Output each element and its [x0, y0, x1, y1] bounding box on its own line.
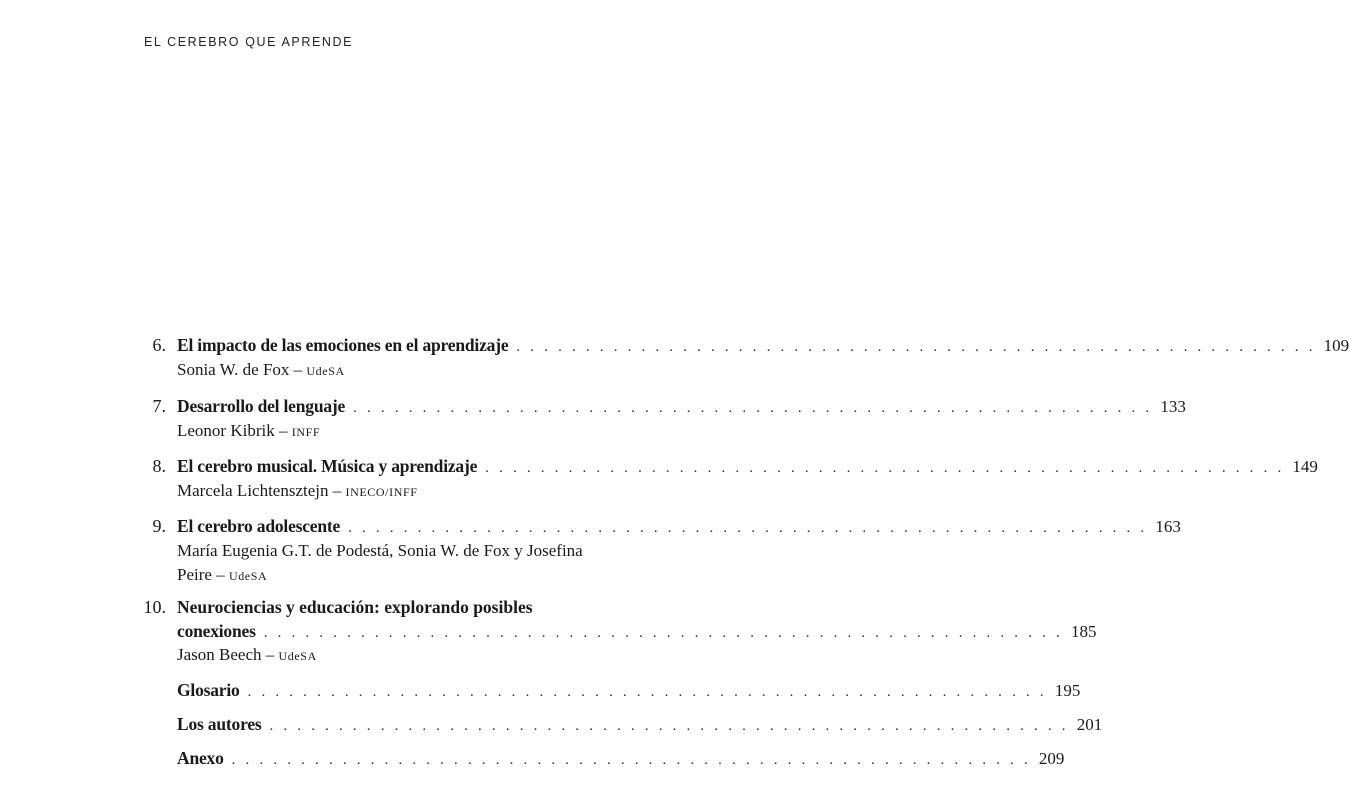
dot-leader: . . . . . . . . . . . . . . . . . . . . . . . . . . . . . . . . . . . . . . . . . . . . . . . . . . . . . . . . . . — [247, 684, 1047, 700]
author-separator: – — [274, 421, 292, 440]
toc-entry — [0, 595, 800, 619]
toc-entry — [0, 394, 1186, 418]
chapter-number: 8. — [152, 456, 166, 476]
page-number: 163 — [1155, 517, 1181, 536]
chapter-number: 6. — [152, 335, 166, 355]
chapter-title: El cerebro adolescente — [177, 516, 341, 536]
toc-leader-line — [177, 678, 1081, 702]
toc-leader-line — [177, 454, 1318, 478]
toc-entry — [0, 514, 1181, 538]
chapter-title-first-line: Neurociencias y educación: explorando posibles — [177, 597, 533, 617]
section-title: Glosario — [177, 680, 240, 700]
author-institution: INFF — [291, 425, 321, 439]
page-number: 109 — [1323, 336, 1349, 355]
chapter-number: 10. — [143, 597, 166, 617]
author-names: Peire — [177, 565, 212, 584]
toc-entry — [0, 712, 1103, 736]
author-institution: INECO/INFF — [345, 485, 418, 499]
toc-leader-line — [177, 333, 1349, 357]
toc-leader-line — [177, 712, 1103, 736]
dot-leader: . . . . . . . . . . . . . . . . . . . . . . . . . . . . . . . . . . . . . . . . . . . . . . . . . . . . . . . . . . — [263, 625, 1063, 641]
page-number: 195 — [1054, 681, 1081, 700]
toc-leader-line — [177, 394, 1186, 418]
author-names: Marcela Lichtensztejn — [177, 481, 329, 500]
author-separator: – — [211, 565, 229, 584]
chapter-author — [177, 539, 657, 563]
page-number: 185 — [1070, 622, 1097, 641]
toc-leader-line — [177, 619, 1097, 643]
dot-leader: . . . . . . . . . . . . . . . . . . . . . . . . . . . . . . . . . . . . . . . . . . . . . . . . . . . . . . . . . . — [348, 520, 1148, 536]
chapter-title: El impacto de las emociones en el aprendizaje — [177, 335, 509, 355]
page-number: 209 — [1038, 749, 1065, 768]
chapter-title: El cerebro musical. Música y aprendizaje — [177, 456, 478, 476]
author-institution: UdeSA — [306, 364, 345, 378]
toc-entry-continuation — [0, 619, 1097, 643]
dot-leader: . . . . . . . . . . . . . . . . . . . . . . . . . . . . . . . . . . . . . . . . . . . . . . . . . . . . . . . . . . — [485, 460, 1285, 476]
chapter-title: conexiones — [177, 621, 256, 641]
chapter-author — [177, 643, 657, 668]
author-separator: – — [289, 360, 307, 379]
page-number: 149 — [1292, 457, 1318, 476]
chapter-number: 9. — [152, 516, 166, 536]
author-names: Leonor Kibrik — [177, 421, 275, 440]
chapter-number: 7. — [152, 396, 166, 416]
page-number: 201 — [1076, 715, 1103, 734]
chapter-author — [177, 563, 657, 588]
author-institution: UdeSA — [228, 569, 268, 583]
section-title: Anexo — [177, 748, 224, 768]
toc-entry — [0, 678, 1081, 702]
chapter-author — [177, 358, 657, 383]
author-separator: – — [261, 645, 279, 664]
dot-leader: . . . . . . . . . . . . . . . . . . . . . . . . . . . . . . . . . . . . . . . . . . . . . . . . . . . . . . . . . . — [231, 752, 1031, 768]
toc-leader-line — [177, 514, 1181, 538]
dot-leader: . . . . . . . . . . . . . . . . . . . . . . . . . . . . . . . . . . . . . . . . . . . . . . . . . . . . . . . . . . — [516, 339, 1316, 355]
running-head: EL CEREBRO QUE APRENDE — [144, 35, 354, 49]
dot-leader: . . . . . . . . . . . . . . . . . . . . . . . . . . . . . . . . . . . . . . . . . . . . . . . . . . . . . . . . . . — [269, 718, 1069, 734]
toc-entry — [0, 746, 1065, 770]
chapter-title: Desarrollo del lenguaje — [177, 396, 346, 416]
author-separator: – — [328, 481, 346, 500]
section-title: Los autores — [177, 714, 262, 734]
author-names: Jason Beech — [177, 645, 262, 664]
toc-entry — [0, 333, 1349, 357]
chapter-author — [177, 479, 657, 504]
chapter-author — [177, 419, 657, 444]
page-number: 133 — [1160, 397, 1186, 416]
author-institution: UdeSA — [278, 649, 317, 663]
author-names: María Eugenia G.T. de Podestá, Sonia W. de Fox y Josefina — [177, 541, 583, 560]
dot-leader: . . . . . . . . . . . . . . . . . . . . . . . . . . . . . . . . . . . . . . . . . . . . . . . . . . . . . . . . . . — [353, 400, 1153, 416]
toc-leader-line — [177, 746, 1065, 770]
author-names: Sonia W. de Fox — [177, 360, 290, 379]
toc-entry — [0, 454, 1318, 478]
